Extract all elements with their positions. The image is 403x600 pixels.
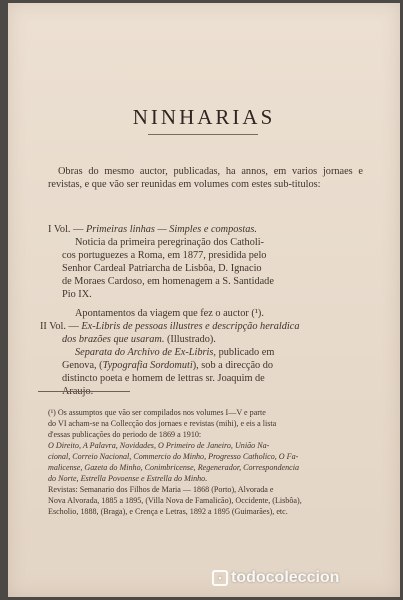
vol2-desc-b-3: ), sob a direcção do [192,360,274,371]
page-title: NINHARIAS [132,105,276,129]
vol2-title-a: Ex-Libris de pessoas illustres e descripção heraldica [81,321,300,332]
vol2-desc-line-4: Araujo. [62,386,94,397]
vol2-desc-a: Separata do Archivo de Ex-Libris, [75,347,216,358]
footnote-line-10: Escholio, 1888, (Braga), e Crença e Letras, 1892 a 1895 (Guimarães), etc. [48,507,288,516]
footnote-line-2: do VI acham-se na Collecção dos jornaes e revistas (mihi), e eis a lista [48,419,277,428]
vol2-desc-line-3: distincto poeta e homem de lettras sr. Joaquim de [62,373,265,384]
footnote-line-7: do Norte, Estrella Povoense e Estrella do Minho. [48,474,208,483]
vol1-desc-line-4: de Moraes Cardoso, em homenagem a S. Santidade [62,276,274,287]
vol2-desc-b-1: Genova, ( [62,360,103,371]
footnote-line-9: Nova Alvorada, 1885 a 1895, (Villa Nova de Famalicão), Occidente, (Lisbôa), [48,496,302,505]
vol2-desc-b-2: Typografia Sordomuti [102,360,193,371]
title-underline [148,134,258,135]
vol2-desc-line-2 [62,360,273,373]
vol2-title-b: dos brazões que usaram. [62,334,165,345]
vol2-title-note: (Illustrado). [166,334,216,345]
footnote-line-8: Revistas: Semanario dos Filhos de Maria — 1868 (Porto), Alvorada e [48,485,274,494]
vol2-title-line-2 [62,334,216,347]
vol1-extra: Apontamentos da viagem que fez o auctor (¹). [75,308,264,319]
footnote-separator [38,391,130,392]
footnote-line-6: malicense, Gazeta do Minho, Conimbricense, Regenerador, Correspondencia [48,463,300,472]
footnote-line-3: d'essas publicações do periodo de 1869 a 1910: [48,430,202,439]
vol1-title: Primeiras linhas — Simples e compostas. [85,224,258,235]
watermark [212,569,339,587]
footnote-line-1: (¹) Os assumptos que vão ser compilados nos volumes I—V e parte [48,408,266,417]
vol1-heading [48,224,257,237]
vol1-desc-line-3: Senhor Cardeal Patriarcha de Lisbôa, D. Ignacio [62,263,262,274]
vol1-desc-line-2: cos portuguezes a Roma, em 1877, presidida pelo [62,250,267,261]
vol1-desc-line-5: Pio IX. [62,289,92,300]
vol2-desc-a2: publicado em [218,347,275,358]
intro-paragraph: Obras do mesmo auctor, publicadas, ha annos, em varios jornaes e revistas, e que vão ser reunidas em volumes com estes sub-titulos: [48,166,363,190]
vol2-desc-line-1 [75,347,274,360]
todocoleccion-logo-icon: ▪ [212,570,228,586]
footnote-line-4: O Direito, A Palavra, Novidades, O Primeiro de Janeiro, União Na- [48,441,270,450]
vol1-desc-line-1: Noticia da primeira peregrinação dos Catholi- [75,237,264,248]
vol2-heading [40,321,300,334]
book-page [8,3,400,597]
vol1-label: I Vol. — [48,224,84,235]
watermark-text: todocoleccion [231,569,340,586]
vol2-label: II Vol. — [40,321,79,332]
footnote-line-5: cional, Correio Nacional, Commercio do Minho, Progresso Catholico, O Fa- [48,452,299,461]
